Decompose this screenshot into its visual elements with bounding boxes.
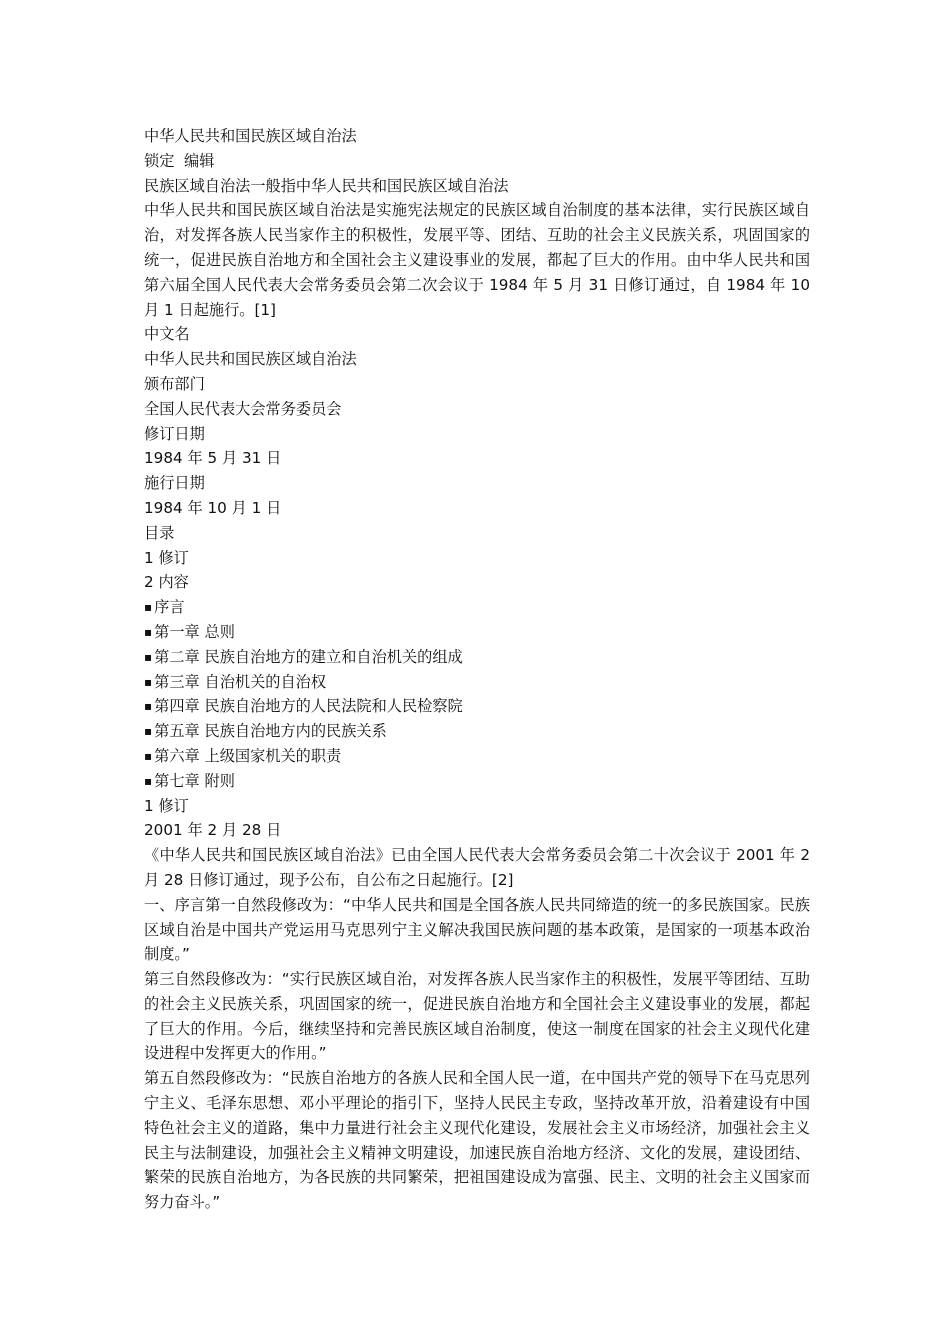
- bullet-icon: ▪: [144, 773, 153, 788]
- bullet-icon: ▪: [144, 649, 153, 664]
- toc-subitem-label: 第二章 民族自治地方的建立和自治机关的组成: [154, 647, 463, 666]
- disambiguation-note: 民族区域自治法一般指中华人民共和国民族区域自治法: [144, 176, 509, 195]
- toc-subitem-label: 第四章 民族自治地方的人民法院和人民检察院: [154, 697, 463, 716]
- toc-subitem-label: 第三章 自治机关的自治权: [154, 672, 327, 691]
- bullet-icon: ▪: [144, 624, 153, 639]
- intro-paragraph: 中华人民共和国民族区域自治法是实施宪法规定的民族区域自治制度的基本法律，实行民族区域自治，对发挥各族人民当家作主的积极性，发展平等、团结、互助的社会主义民族关系，巩固国家的统一，促进民族自治地方和全国社会主义建设事业的发展，都起了巨大的作用。由中华人民共和国第六届全国人民代表大会常务委员会第二次会议于 1984 年 5 月 31 日修订通过，自 1984 年 10 月 1 日起施行。[1]: [144, 201, 810, 319]
- document-body: [144, 124, 810, 1215]
- toc-item-revision[interactable]: 1 修订: [144, 548, 189, 567]
- toc-subitem[interactable]: [144, 719, 810, 744]
- bullet-icon: ▪: [144, 724, 153, 739]
- toc-subitem[interactable]: [144, 595, 810, 620]
- toc-subitem[interactable]: [144, 645, 810, 670]
- toc-subitem-label: 第七章 附则: [154, 771, 235, 790]
- section-paragraph: 《中华人民共和国民族区域自治法》已由全国人民代表大会常务委员会第二十次会议于 2001 年 2 月 28 日修订通过，现予公布，自公布之日起施行。[2]: [144, 846, 810, 889]
- infobox-label-effective-date: 施行日期: [144, 474, 205, 493]
- toc-subitem[interactable]: [144, 620, 810, 645]
- toc-subitem[interactable]: [144, 694, 810, 719]
- infobox-value-chinese-name: 中华人民共和国民族区域自治法: [144, 350, 357, 369]
- section-heading: 1 修订: [144, 796, 189, 815]
- bullet-icon: ▪: [144, 748, 153, 763]
- section-date: 2001 年 2 月 28 日: [144, 821, 282, 840]
- toc-subitem-label: 序言: [154, 598, 185, 617]
- toc-item-content[interactable]: 2 内容: [144, 573, 189, 592]
- action-bar: [144, 149, 810, 174]
- bullet-icon: ▪: [144, 600, 153, 615]
- infobox-value-revision-date: 1984 年 5 月 31 日: [144, 449, 282, 468]
- toc-subitem[interactable]: [144, 769, 810, 794]
- toc-subitem[interactable]: [144, 744, 810, 769]
- bullet-icon: ▪: [144, 674, 153, 689]
- toc-subitem[interactable]: [144, 670, 810, 695]
- toc-subitem-label: 第一章 总则: [154, 622, 235, 641]
- document-title: 中华人民共和国民族区域自治法: [144, 127, 357, 145]
- toc-subitem-label: 第六章 上级国家机关的职责: [154, 746, 342, 765]
- section-paragraph: 一、序言第一自然段修改为：“中华人民共和国是全国各族人民共同缔造的统一的多民族国家。民族区域自治是中国共产党运用马克思列宁主义解决我国民族问题的基本政策，是国家的一项基本政治制度。”: [144, 895, 810, 964]
- toc-heading: 目录: [144, 523, 175, 542]
- infobox-value-effective-date: 1984 年 10 月 1 日: [144, 498, 282, 517]
- section-paragraph: 第五自然段修改为：“民族自治地方的各族人民和全国人民一道，在中国共产党的领导下在马克思列宁主义、毛泽东思想、邓小平理论的指引下，坚持人民民主专政，坚持改革开放，沿着建设有中国特色社会主义的道路，集中力量进行社会主义现代化建设，发展社会主义市场经济，加强社会主义民主与法制建设，加强社会主义精神文明建设，加速民族自治地方经济、文化的发展，建设团结、繁荣的民族自治地方，为各民族的共同繁荣，把祖国建设成为富强、民主、文明的社会主义国家而努力奋斗。”: [144, 1069, 810, 1212]
- infobox-label-chinese-name: 中文名: [144, 325, 190, 344]
- bullet-icon: ▪: [144, 699, 153, 714]
- lock-link[interactable]: 锁定: [144, 151, 175, 170]
- toc-subitem-label: 第五章 民族自治地方内的民族关系: [154, 722, 387, 741]
- infobox-label-issuer: 颁布部门: [144, 374, 205, 393]
- infobox-label-revision-date: 修订日期: [144, 424, 205, 443]
- section-paragraph: 第三自然段修改为：“实行民族区域自治，对发挥各族人民当家作主的积极性，发展平等团结、互助的社会主义民族关系，巩固国家的统一，促进民族自治地方和全国社会主义建设事业的发展，都起了巨大的作用。今后，继续坚持和完善民族区域自治制度，使这一制度在国家的社会主义现代化建设进程中发挥更大的作用。”: [144, 970, 810, 1063]
- edit-link[interactable]: 编辑: [184, 151, 215, 170]
- infobox-value-issuer: 全国人民代表大会常务委员会: [144, 399, 342, 418]
